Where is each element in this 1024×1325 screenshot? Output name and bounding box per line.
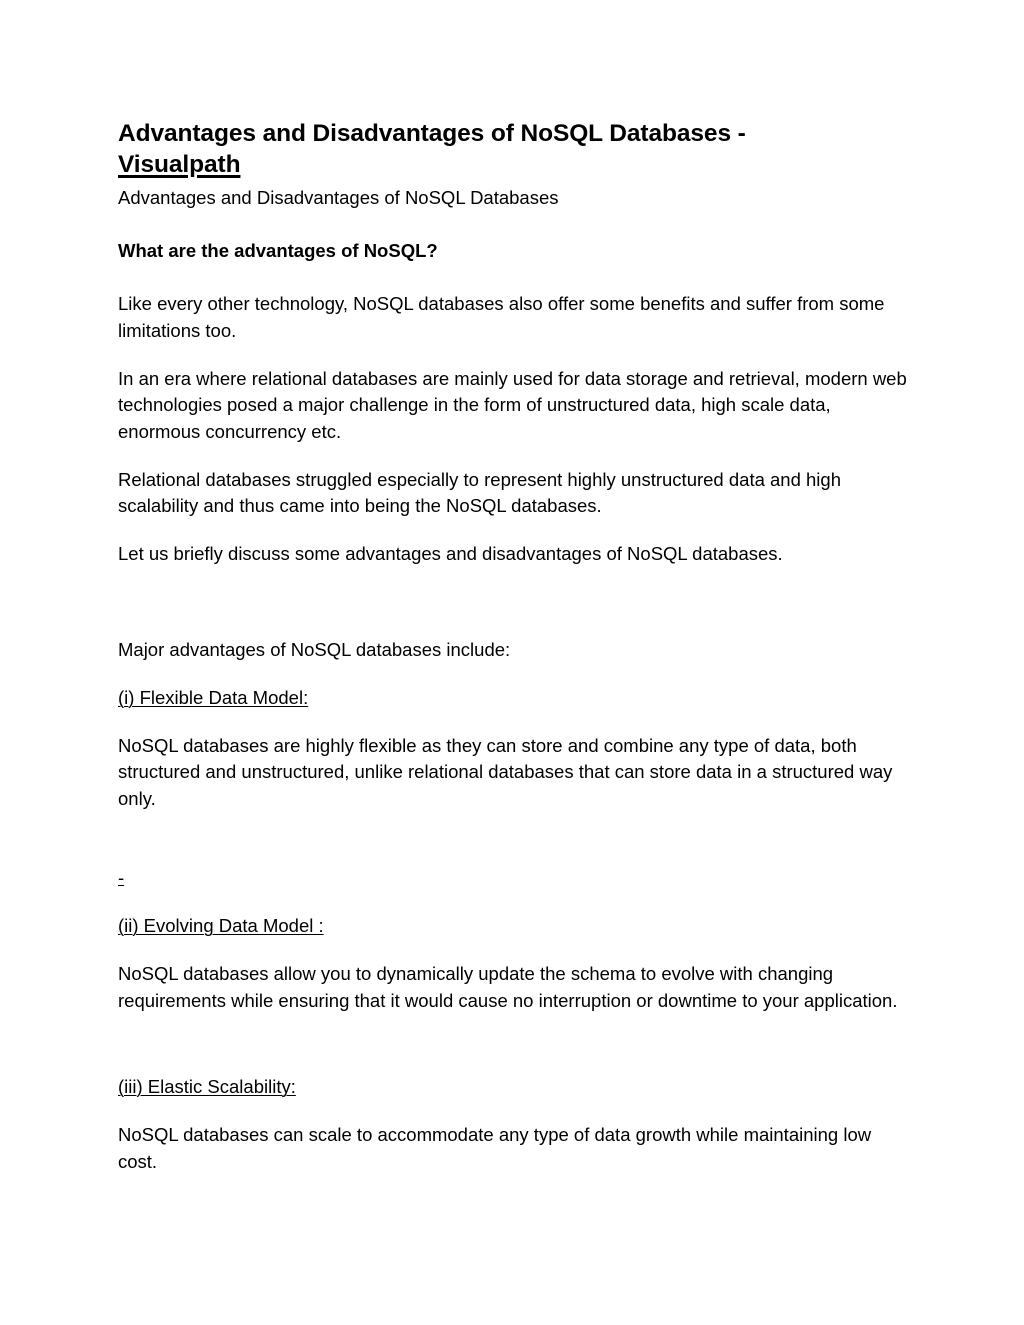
document-body xyxy=(118,118,908,1175)
spacer xyxy=(118,1014,908,1074)
paragraph-intro-3: Relational databases struggled especially to represent highly unstructured data and high scalability and thus came into being the NoSQL databases. xyxy=(118,468,841,517)
spacer xyxy=(118,939,908,961)
spacer xyxy=(118,264,908,291)
spacer xyxy=(118,519,908,541)
spacer xyxy=(118,891,908,913)
item-body-evolving-data-model: NoSQL databases allow you to dynamically update the schema to evolve with changing requirements while ensuring that it would cause no interruption or downtime to your application. xyxy=(118,963,898,1011)
item-heading-elastic-scalability: (iii) Elastic Scalability: xyxy=(118,1075,296,1097)
paragraph-intro-4: Let us briefly discuss some advantages and disadvantages of NoSQL databases. xyxy=(118,543,783,565)
page-title-line-1: Advantages and Disadvantages of NoSQL Databases - xyxy=(118,120,746,147)
item-body-elastic-scalability: NoSQL databases can scale to accommodate any type of data growth while maintaining low cost. xyxy=(118,1124,872,1172)
paragraph-intro-1: Like every other technology, NoSQL databases also offer some benefits and suffer from some limitations too. xyxy=(118,293,885,341)
document-subtitle: Advantages and Disadvantages of NoSQL Databases xyxy=(118,187,559,209)
item-heading-evolving-data-model: (ii) Evolving Data Model : xyxy=(118,915,324,937)
page-title-brand: Visualpath xyxy=(118,151,241,179)
separator-dash: - xyxy=(118,866,125,888)
paragraph-list-lead: Major advantages of NoSQL databases include: xyxy=(118,638,511,660)
spacer xyxy=(118,1100,908,1122)
spacer xyxy=(118,445,908,467)
spacer xyxy=(118,812,908,865)
spacer xyxy=(118,568,908,637)
item-body-flexible-data-model: NoSQL databases are highly flexible as they can store and combine any type of data, both structured and unstructured, unlike relational databases that can store data in a structured way only. xyxy=(118,735,893,809)
section-heading-advantages: What are the advantages of NoSQL? xyxy=(118,240,438,262)
spacer xyxy=(118,344,908,366)
page-title xyxy=(118,118,908,180)
spacer xyxy=(118,663,908,685)
paragraph-intro-2: In an era where relational databases are mainly used for data storage and retrieval, modern web technologies posed a major challenge in the form of unstructured data, high scale data, enormous concurrency etc. xyxy=(118,367,907,442)
spacer xyxy=(118,211,908,238)
spacer xyxy=(118,711,908,733)
item-heading-flexible-data-model: (i) Flexible Data Model: xyxy=(118,686,309,708)
